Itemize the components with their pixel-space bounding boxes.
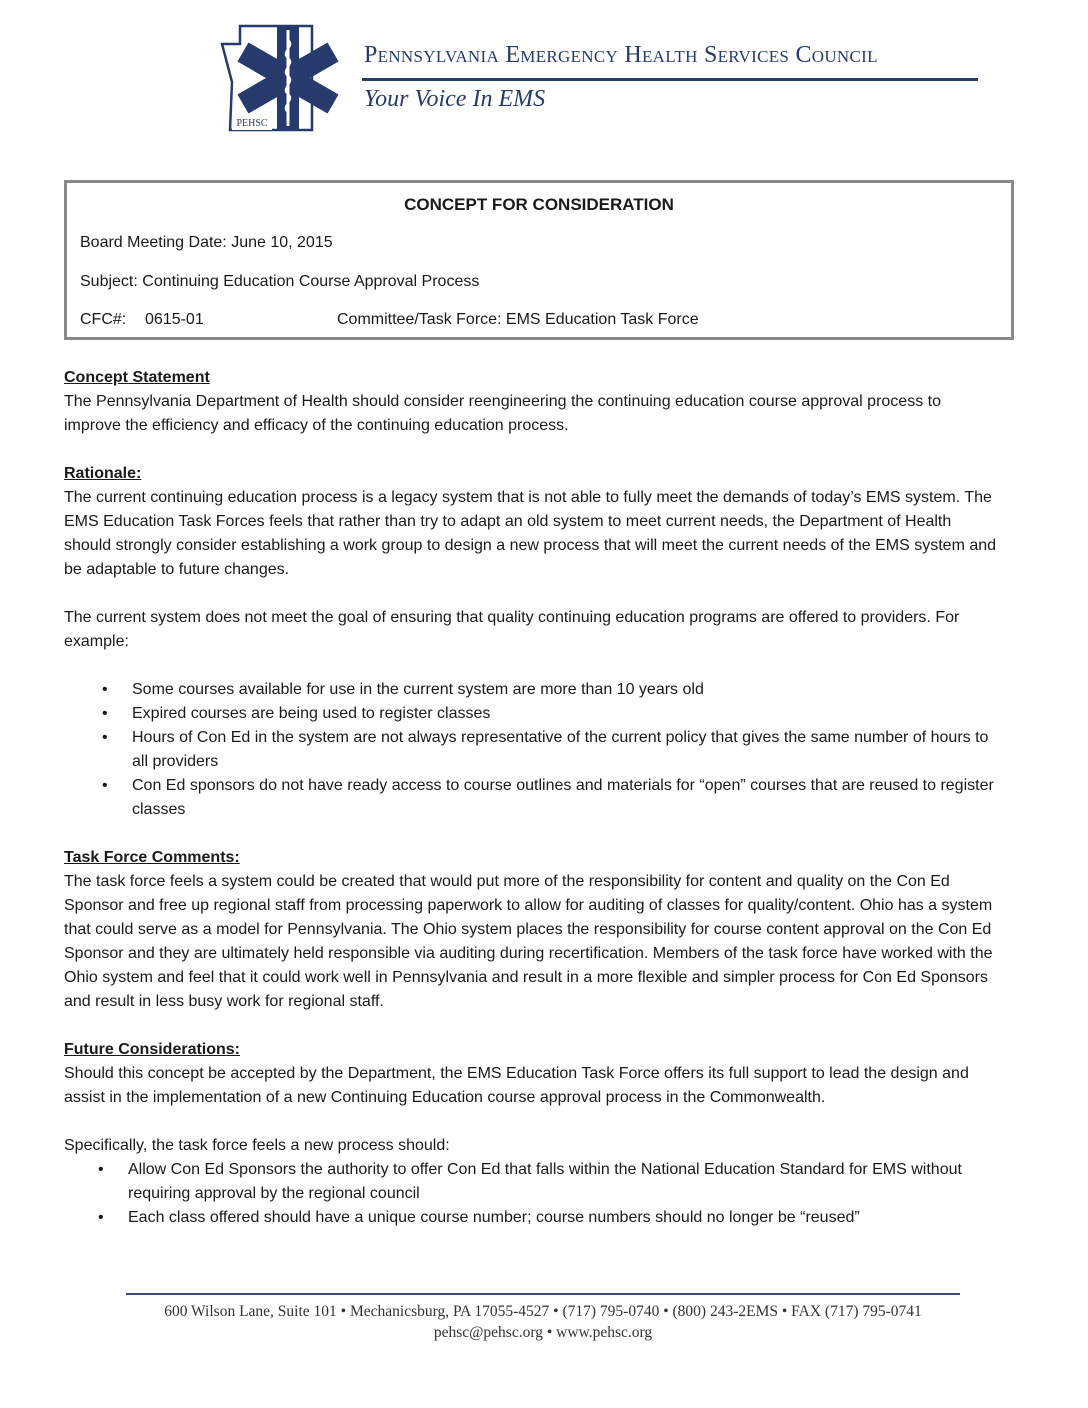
- future-considerations-body: Should this concept be accepted by the Department, the EMS Education Task Force offers its full support to lead the design and assist in the implementation of a new Continuing Education course approval process in the Commonwealth.: [64, 1065, 969, 1106]
- footer-contact: pehsc@pehsc.org • www.pehsc.org: [433, 1324, 653, 1341]
- task-force-comments-body: The task force feels a system could be created that would put more of the responsibility for content and quality on the Con Ed Sponsor and free up regional staff from processing paperwork to allow for auditing of classes for quality/content. Ohio has a system that could serve as a model for Pennsylvania. The Ohio system places the responsibility for course content approval on the Con Ed Sponsor and they are ultimately held responsible via auditing during recertification. Members of the task force have worked with the Ohio system and feel that it could work well in Pennsylvania and result in a more flexible and simpler process for Con Ed Sponsors and result in less busy work for regional staff.: [64, 873, 993, 1010]
- task-force-comments-heading: Task Force Comments:: [64, 849, 240, 866]
- board-meeting-date: Board Meeting Date: June 10, 2015: [80, 234, 333, 251]
- list-item: • Each class offered should have a unique course number; course numbers should no longer be “reused”: [64, 1206, 999, 1230]
- organization-name: Pennsylvania Emergency Health Services Council: [364, 42, 878, 68]
- cfc-title: CONCEPT FOR CONSIDERATION: [404, 195, 674, 214]
- concept-statement-body: The Pennsylvania Department of Health should consider reengineering the continuing education course approval process to improve the efficiency and efficacy of the continuing education process.: [64, 393, 941, 434]
- footer-rule: [126, 1293, 960, 1295]
- footer-address: 600 Wilson Lane, Suite 101 • Mechanicsburg, PA 17055-4527 • (717) 795-0740 • (800) 243-2EMS • FAX (717) 795-0741: [164, 1303, 922, 1320]
- rationale-body: The current continuing education process is a legacy system that is not able to fully meet the demands of today’s EMS system. The EMS Education Task Forces feels that rather than try to adapt an old system to meet current needs, the Department of Health should strongly consider establishing a work group to design a new process that will meet the current needs of the EMS system and be adaptable to future changes.: [64, 489, 997, 578]
- document-body: [64, 366, 999, 1230]
- future-considerations-intro: Specifically, the task force feels a new process should:: [64, 1137, 450, 1154]
- future-considerations-heading: Future Considerations:: [64, 1041, 241, 1058]
- bullet-icon: •: [102, 705, 108, 722]
- list-item: • Expired courses are being used to register classes: [64, 702, 999, 726]
- letterhead-rule: [362, 78, 978, 81]
- bullet-icon: •: [98, 1161, 104, 1178]
- list-item: • Con Ed sponsors do not have ready access to course outlines and materials for “open” courses that are reused to register classes: [64, 774, 999, 822]
- committee: Committee/Task Force: EMS Education Task Force: [337, 311, 699, 328]
- bullet-icon: •: [102, 729, 108, 746]
- cfc-number: 0615-01: [145, 311, 204, 328]
- list-item: • Hours of Con Ed in the system are not always representative of the current policy that gives the same number of hours to all providers: [64, 726, 999, 774]
- svg-text:PEHSC: PEHSC: [236, 118, 268, 129]
- footer: [126, 1293, 960, 1343]
- cfc-info-box: [64, 180, 1014, 340]
- letterhead: [218, 22, 980, 134]
- list-item: • Some courses available for use in the current system are more than 10 years old: [64, 678, 999, 702]
- tagline: Your Voice In EMS: [364, 86, 546, 112]
- cfc-label: CFC#:: [80, 311, 127, 328]
- pehsc-star-of-life-logo: [218, 22, 346, 134]
- subject: Subject: Continuing Education Course Approval Process: [80, 273, 480, 290]
- rationale-heading: Rationale:: [64, 465, 142, 482]
- bullet-icon: •: [102, 777, 108, 794]
- concept-statement-heading: Concept Statement: [64, 369, 210, 386]
- bullet-icon: •: [98, 1209, 104, 1226]
- rationale-body-2: The current system does not meet the goal of ensuring that quality continuing education programs are offered to providers. For example:: [64, 609, 960, 650]
- future-bullet-list: [64, 1158, 999, 1230]
- list-item: • Allow Con Ed Sponsors the authority to offer Con Ed that falls within the National Education Standard for EMS without requiring approval by the regional council: [64, 1158, 999, 1206]
- bullet-icon: •: [102, 681, 108, 698]
- rationale-bullet-list: [64, 678, 999, 822]
